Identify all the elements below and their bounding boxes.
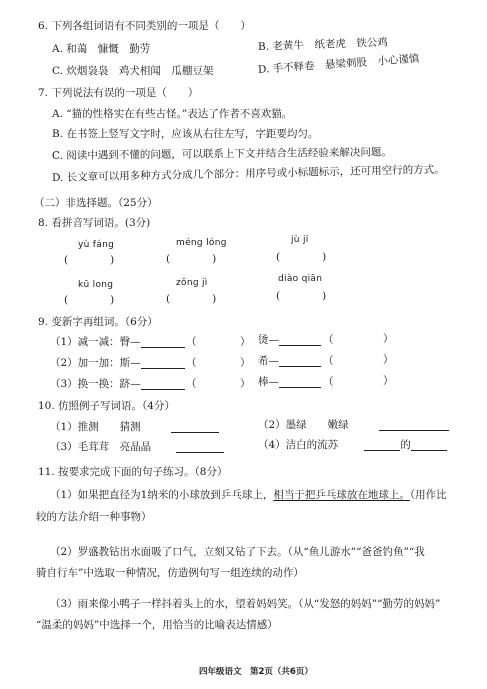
q10-answer-4a[interactable] xyxy=(364,440,400,451)
q6-stem: 6. 下列各组词语有不同类别的一项是（ ） xyxy=(38,20,251,32)
q9-row2-left xyxy=(50,357,185,369)
q10-example-4: （4）洁白的流苏 xyxy=(258,439,339,451)
q11-part1-line1 xyxy=(50,489,447,501)
q9-row1-right-open: （ xyxy=(323,334,334,346)
q9-row3-left-label: （3）换一换：跻— xyxy=(50,378,141,390)
q9-row1-right-label: 烫— xyxy=(258,334,279,346)
q11-part2-line2: 骑自行车”中选取一种情况，仿造例句写一组连续的动作） xyxy=(36,567,304,579)
q9-row3-right-answer[interactable] xyxy=(279,377,321,388)
q9-row1-left-open: （ xyxy=(186,336,197,348)
q7-option-d: D. 长文章可以用多种方式分成几个部分：用序号或小标题标示，还可用空行的方式。 xyxy=(51,163,445,184)
q9-row3-right xyxy=(258,376,321,388)
q9-row3-right-label: 棒— xyxy=(258,376,279,388)
q10-example-2: （2）墨绿 嫩绿 xyxy=(258,419,349,431)
q9-row1-left-label: （1）减一减：臀— xyxy=(50,336,141,348)
q10-answer-3[interactable] xyxy=(176,442,224,453)
q10-example-1: （1）推测 猜测 xyxy=(50,421,141,433)
q10-answer-1[interactable] xyxy=(171,422,219,433)
q8-blank-6[interactable]: ( ) xyxy=(276,290,327,302)
q9-stem: 9. 变新字再组词。（6分） xyxy=(38,316,158,328)
q9-row3-left-answer[interactable] xyxy=(141,379,185,390)
q11-stem: 11. 按要求完成下面的句子练习。（8分） xyxy=(38,466,228,478)
q9-row2-left-label: （2）加一加：斯— xyxy=(50,357,141,369)
q6-option-b: B. 老黄牛 纸老虎 铁公鸡 xyxy=(257,36,389,53)
q10-answer-4b[interactable] xyxy=(411,440,447,451)
q10-example-3: （3）毛茸茸 亮晶晶 xyxy=(50,441,152,453)
q8-pinyin-3: jù jí xyxy=(291,235,309,245)
q9-row1-left-answer[interactable] xyxy=(141,337,185,348)
q11-part2-line1: （2）罗盛教钻出水面吸了口气，立刻又钻了下去。（从“鱼儿游水”“爸爸钓鱼”“我 xyxy=(50,546,425,558)
q11-part1-text: （1）如果把直径为1纳米的小球放到乒乓球上， xyxy=(50,489,274,501)
q9-row3-right-open: （ xyxy=(323,376,334,388)
q9-row2-right-open: （ xyxy=(323,355,334,367)
q6-option-c: C. 炊烟袅袅 鸡犬相闻 瓜棚豆架 xyxy=(52,65,214,77)
q9-row3-left-open: （ xyxy=(186,378,197,390)
q9-row2-right-label: 希— xyxy=(258,355,279,367)
page-footer: 四年级语文 第2页（共6页） xyxy=(199,667,313,677)
q8-blank-2[interactable]: ( ) xyxy=(166,253,217,265)
q10-row2-left xyxy=(50,441,224,453)
q7-option-b: B. 在书签上竖写文字时，应该从右往左写，字距要均匀。 xyxy=(52,128,319,140)
q10-stem: 10. 仿照例子写词语。（4分） xyxy=(38,400,175,412)
q11-part3-line1: （3）雨来像小鸭子一样抖着头上的水，望着妈妈笑。（从“发怒的妈妈”“勤劳的妈妈” xyxy=(50,598,441,610)
q10-answer-2[interactable] xyxy=(379,420,449,431)
q8-blank-1[interactable]: ( ) xyxy=(64,254,115,266)
q9-row1-left xyxy=(50,336,185,348)
q6-option-a: A. 和蔼 慷慨 勤劳 xyxy=(52,43,151,55)
q11-part1-underlined: 相当于把乒乓球放在地球上。 xyxy=(273,489,410,501)
q10-row2-right xyxy=(258,439,447,451)
q9-row1-right xyxy=(258,334,321,346)
q11-part1-line2: 较的方法介绍一种事物） xyxy=(36,511,152,523)
q8-pinyin-6: diào qiān xyxy=(278,274,323,284)
q9-row2-right xyxy=(258,355,321,367)
q10-row1-right xyxy=(258,419,449,431)
q9-row3-right-close: ） xyxy=(383,375,394,387)
q9-row1-right-close: ） xyxy=(383,333,394,345)
q9-row1-right-answer[interactable] xyxy=(279,335,321,346)
q6-option-d: D. 手不释卷 悬梁刺股 小心谨慎 xyxy=(257,52,420,76)
q9-row2-right-close: ） xyxy=(383,354,394,366)
q7-stem: 7. 下列说法有误的一项是（ ） xyxy=(38,87,199,99)
q10-de: 的 xyxy=(400,439,411,451)
q8-pinyin-4: kū long xyxy=(78,280,114,290)
q8-blank-4[interactable]: ( ) xyxy=(64,294,115,306)
q11-part1-instruction: （用作比 xyxy=(409,489,447,501)
q9-row2-right-answer[interactable] xyxy=(279,356,321,367)
section-title: （二）非选择题。（25分） xyxy=(34,197,158,209)
q8-blank-5[interactable]: ( ) xyxy=(166,293,217,305)
q8-pinyin-1: yù fáng xyxy=(78,240,115,250)
q9-row3-left xyxy=(50,378,185,390)
q7-option-a: A. “猫的性格实在有些古怪。”表达了作者不喜欢猫。 xyxy=(52,108,293,120)
q9-row1-left-close: ） xyxy=(240,336,251,348)
q9-row2-left-open: （ xyxy=(186,357,197,369)
q8-pinyin-2: méng lóng xyxy=(176,238,227,248)
q8-pinyin-5: zǒng jì xyxy=(176,278,208,288)
q8-stem: 8. 看拼音写词语。(3分) xyxy=(38,217,151,229)
q9-row2-left-close: ） xyxy=(240,357,251,369)
q10-row1-left xyxy=(50,421,219,433)
q9-row2-left-answer[interactable] xyxy=(141,358,185,369)
q7-option-c: C. 阅读中遇到不懂的问题，可以联系上下文并结合生活经验来解决问题。 xyxy=(51,146,392,162)
q11-part3-line2: “温柔的妈妈”中选择一个，用恰当的比喻表达情感） xyxy=(36,619,278,631)
q9-row3-left-close: ） xyxy=(240,378,251,390)
q8-blank-3[interactable]: ( ) xyxy=(276,251,327,263)
